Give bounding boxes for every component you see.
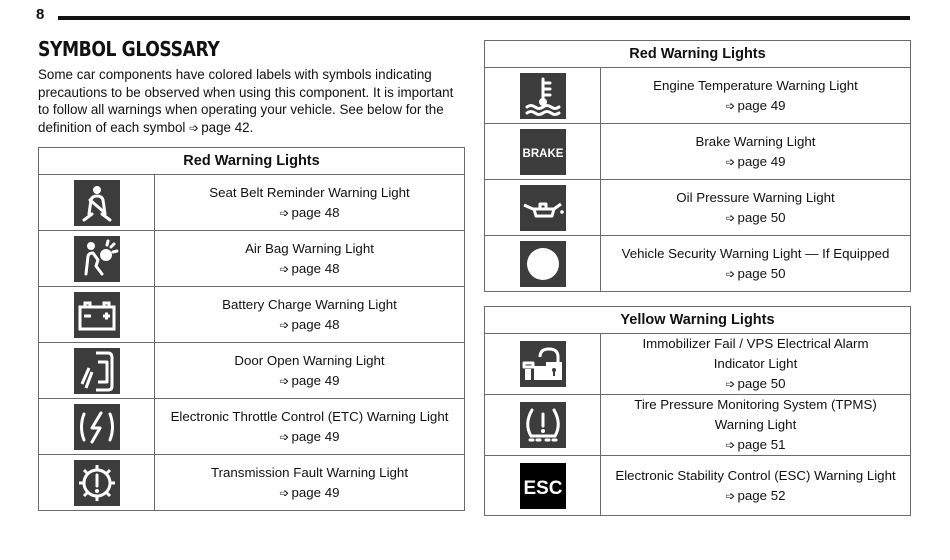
battery-icon: [74, 292, 120, 338]
yellow-warning-lights-table: [484, 306, 911, 516]
light-name: Vehicle Security Warning Light — If Equipped: [621, 245, 890, 261]
table-row: [39, 455, 465, 511]
page-reference[interactable]: ➩ page 49: [279, 428, 340, 444]
light-name-continued: Warning Light: [714, 417, 797, 432]
table-row: [39, 175, 465, 231]
table-row: [485, 395, 911, 456]
esc-icon: [520, 463, 566, 509]
light-name: Transmission Fault Warning Light: [210, 464, 409, 480]
esc-icon-label: ESC: [522, 477, 563, 499]
seat-belt-icon: [74, 180, 120, 226]
brake-icon: [520, 129, 566, 175]
light-name: Door Open Warning Light: [234, 352, 385, 368]
arrow-icon: ➩: [725, 98, 736, 113]
table-row: [485, 236, 911, 292]
light-name: Battery Charge Warning Light: [222, 296, 397, 312]
page-reference[interactable]: ➩ page 48: [279, 260, 340, 276]
table-row: [39, 231, 465, 287]
intro-ref-label: page 42.: [201, 119, 254, 135]
arrow-icon: ➩: [725, 488, 736, 503]
table-row: [485, 68, 911, 124]
oil-can-icon: [520, 185, 566, 231]
light-name: Oil Pressure Warning Light: [676, 189, 835, 205]
page-reference[interactable]: ➩ page 49: [279, 484, 340, 500]
page-number: 8: [36, 6, 45, 23]
door-open-icon: [74, 348, 120, 394]
arrow-icon: ➩: [279, 429, 290, 444]
light-name: Immobilizer Fail / VPS Electrical Alarm: [642, 336, 869, 351]
table-header: Red Warning Lights: [485, 41, 911, 68]
table-header: Yellow Warning Lights: [485, 307, 911, 334]
arrow-icon: ➩: [725, 154, 736, 169]
intro-page-reference[interactable]: [189, 120, 253, 135]
arrow-icon: ➩: [725, 210, 736, 225]
arrow-icon: ➩: [725, 266, 736, 281]
light-name: Seat Belt Reminder Warning Light: [209, 184, 410, 200]
page-reference[interactable]: ➩ page 50: [725, 376, 786, 391]
page-reference[interactable]: ➩ page 49: [725, 153, 786, 169]
table-row: [485, 124, 911, 180]
transmission-gear-icon: [74, 460, 120, 506]
brake-icon-label: BRAKE: [522, 147, 563, 160]
vehicle-security-icon: [520, 241, 566, 287]
table-row: [485, 334, 911, 395]
red-warning-lights-table-left: [38, 147, 465, 511]
etc-icon: [74, 404, 120, 450]
table-row: [39, 399, 465, 455]
page-reference[interactable]: ➩ page 52: [725, 487, 786, 503]
light-name: Electronic Throttle Control (ETC) Warning Light: [170, 408, 449, 424]
table-row: [39, 287, 465, 343]
page-reference[interactable]: ➩ page 49: [279, 372, 340, 388]
page-reference[interactable]: ➩ page 50: [725, 209, 786, 225]
page-reference[interactable]: ➩ page 48: [279, 316, 340, 332]
arrow-icon: ➩: [279, 261, 290, 276]
arrow-icon: ➩: [189, 120, 200, 135]
intro-text: Some car components have colored labels with symbols indicating precautions to be observed when using this component. It is important to follow all warnings when operating your vehicle. See below for the definition of each symbol: [38, 67, 454, 135]
light-name: Engine Temperature Warning Light: [653, 77, 858, 93]
light-name: Tire Pressure Monitoring System (TPMS): [634, 397, 877, 412]
light-name-continued: Indicator Light: [713, 356, 798, 371]
page-reference[interactable]: ➩ page 48: [279, 204, 340, 220]
arrow-icon: ➩: [279, 373, 290, 388]
table-row: [485, 180, 911, 236]
light-name: Brake Warning Light: [695, 133, 816, 149]
light-name: Air Bag Warning Light: [245, 240, 374, 256]
arrow-icon: ➩: [725, 377, 736, 391]
arrow-icon: ➩: [725, 438, 736, 452]
intro-paragraph: [38, 66, 466, 137]
light-name: Electronic Stability Control (ESC) Warning Light: [615, 467, 896, 483]
table-row: [485, 456, 911, 516]
table-header: Red Warning Lights: [39, 148, 465, 175]
immobilizer-icon: [520, 341, 566, 387]
arrow-icon: ➩: [279, 317, 290, 332]
page-reference[interactable]: ➩ page 50: [725, 265, 786, 281]
air-bag-icon: [74, 236, 120, 282]
page-reference[interactable]: ➩ page 51: [725, 437, 786, 452]
tpms-icon: [520, 402, 566, 448]
table-row: [39, 343, 465, 399]
page-reference[interactable]: ➩ page 49: [725, 97, 786, 113]
engine-temperature-icon: [520, 73, 566, 119]
page-title: SYMBOL GLOSSARY: [38, 37, 220, 61]
header-rule: [58, 16, 910, 20]
arrow-icon: ➩: [279, 205, 290, 220]
arrow-icon: ➩: [279, 485, 290, 500]
red-warning-lights-table-right: [484, 40, 911, 292]
